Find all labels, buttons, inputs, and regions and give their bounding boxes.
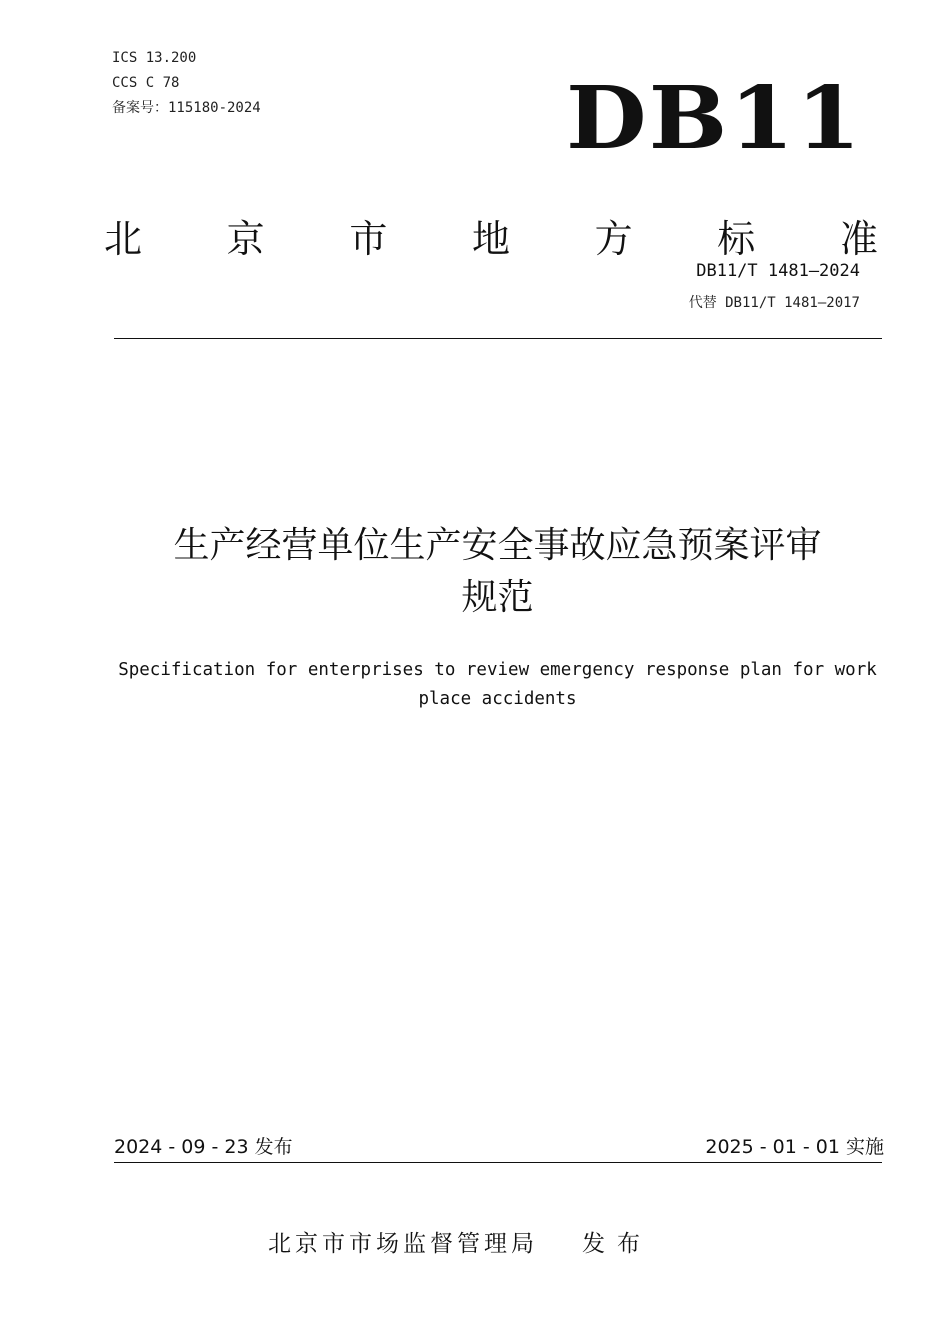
implementation-date: 2025 - 01 - 01 实施 xyxy=(705,1136,884,1158)
publisher-line xyxy=(268,1225,652,1258)
standard-type-char: 方 xyxy=(594,216,633,261)
english-title xyxy=(90,656,905,714)
publish-label: 发布 xyxy=(582,1231,652,1257)
standard-type-title xyxy=(104,210,878,260)
ccs-code: CCS C 78 xyxy=(112,75,180,91)
standard-type-char: 准 xyxy=(839,216,878,261)
chinese-title-line: 生产经营单位生产安全事故应急预案评审 xyxy=(173,525,822,566)
standard-type-char: 北 xyxy=(104,216,143,261)
chinese-title xyxy=(100,520,895,624)
date-row xyxy=(114,1132,884,1160)
publisher-name: 北京市市场监督管理局 xyxy=(268,1231,538,1257)
english-title-line: place accidents xyxy=(418,689,577,709)
top-divider xyxy=(114,338,882,339)
db11-logo: DB11 xyxy=(566,68,863,169)
ics-code: ICS 13.200 xyxy=(112,50,197,66)
bottom-divider xyxy=(114,1162,882,1163)
standard-type-char: 市 xyxy=(349,216,388,261)
classification-block xyxy=(112,46,261,121)
chinese-title-line: 规范 xyxy=(461,577,534,618)
standard-number: DB11/T 1481—2024 xyxy=(696,261,860,281)
english-title-line: Specification for enterprises to review emergency response plan for work xyxy=(118,660,877,680)
replaced-standard: 代替 DB11/T 1481—2017 xyxy=(688,295,860,311)
standard-type-char: 地 xyxy=(471,216,510,261)
standard-type-char: 标 xyxy=(717,216,756,261)
record-number: 备案号：115180-2024 xyxy=(112,100,261,116)
standard-type-char: 京 xyxy=(226,216,265,261)
issue-date: 2024 - 09 - 23 发布 xyxy=(114,1136,293,1158)
